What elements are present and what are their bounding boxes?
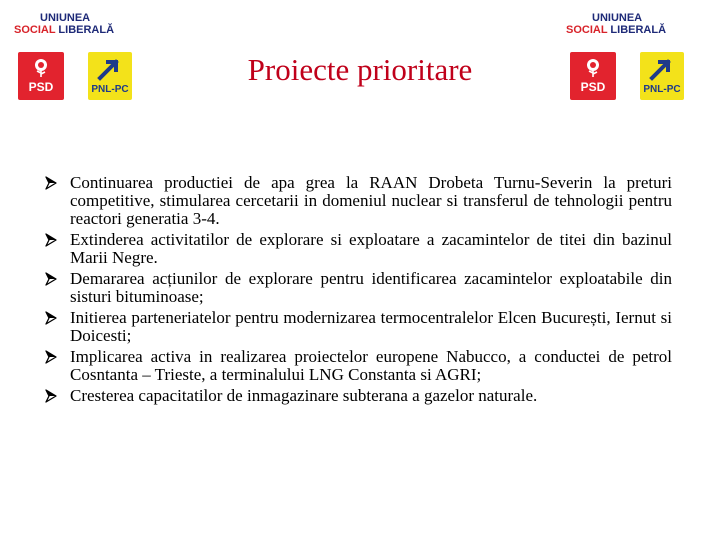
list-item xyxy=(44,270,672,306)
project-list xyxy=(44,174,672,408)
psd-label: PSD xyxy=(580,80,606,94)
list-item-text: Continuarea productiei de apa grea la RAAN Drobeta Turnu-Severin la preturi competitive, stimularea cercetarii in domeniul nuclear si transferul de tehnologii pentru reactori generatia 3-4. xyxy=(70,173,672,228)
list-item-text: Cresterea capacitatilor de inmagazinare subterana a gazelor naturale. xyxy=(70,386,538,405)
usl-logo-right xyxy=(566,12,686,104)
arrow-bullet-icon xyxy=(44,311,58,325)
rose-icon xyxy=(582,56,604,78)
pnl-arrow-icon xyxy=(648,54,676,82)
list-item-text: Implicarea activa in realizarea proiectelor europene Nabucco, a conductei de petrol Cosntanta – Trieste, a terminalului LNG Constanta si AGRI; xyxy=(70,347,672,384)
arrow-bullet-icon xyxy=(44,176,58,190)
pnl-pc-logo xyxy=(640,52,684,100)
list-item xyxy=(44,348,672,384)
logo-line-social-liberala: SOCIAL LIBERALĂ xyxy=(14,24,115,36)
psd-label: PSD xyxy=(28,80,54,94)
arrow-bullet-icon xyxy=(44,233,58,247)
arrow-bullet-icon xyxy=(44,350,58,364)
pnl-pc-label: PNL-PC xyxy=(91,84,129,95)
logo-line-uniunea: UNIUNEA xyxy=(40,12,91,24)
usl-logo-left xyxy=(14,12,134,104)
party-logos xyxy=(18,52,132,108)
usl-logo-title xyxy=(566,12,686,36)
party-logos xyxy=(570,52,684,108)
pnl-pc-logo xyxy=(88,52,132,100)
list-item xyxy=(44,387,672,405)
pnl-pc-label: PNL-PC xyxy=(643,84,681,95)
list-item xyxy=(44,309,672,345)
logo-line-uniunea: UNIUNEA xyxy=(592,12,643,24)
arrow-bullet-icon xyxy=(44,272,58,286)
logo-line-social-liberala: SOCIAL LIBERALĂ xyxy=(566,24,667,36)
list-item-text: Extinderea activitatilor de explorare si exploatare a zacamintelor de titei din bazinul Marii Negre. xyxy=(70,230,672,267)
psd-logo xyxy=(18,52,64,100)
pnl-arrow-icon xyxy=(96,54,124,82)
page-title: Proiecte prioritare xyxy=(247,52,473,87)
usl-logo-title xyxy=(14,12,134,36)
list-item xyxy=(44,174,672,228)
list-item xyxy=(44,231,672,267)
list-item-text: Initierea parteneriatelor pentru modernizarea termocentralelor Elcen București, Iernut si Doicesti; xyxy=(70,308,672,345)
list-item-text: Demararea acțiunilor de explorare pentru identificarea zacamintelor exploatabile din sisturi bituminoase; xyxy=(70,269,672,306)
arrow-bullet-icon xyxy=(44,389,58,403)
rose-icon xyxy=(30,56,52,78)
